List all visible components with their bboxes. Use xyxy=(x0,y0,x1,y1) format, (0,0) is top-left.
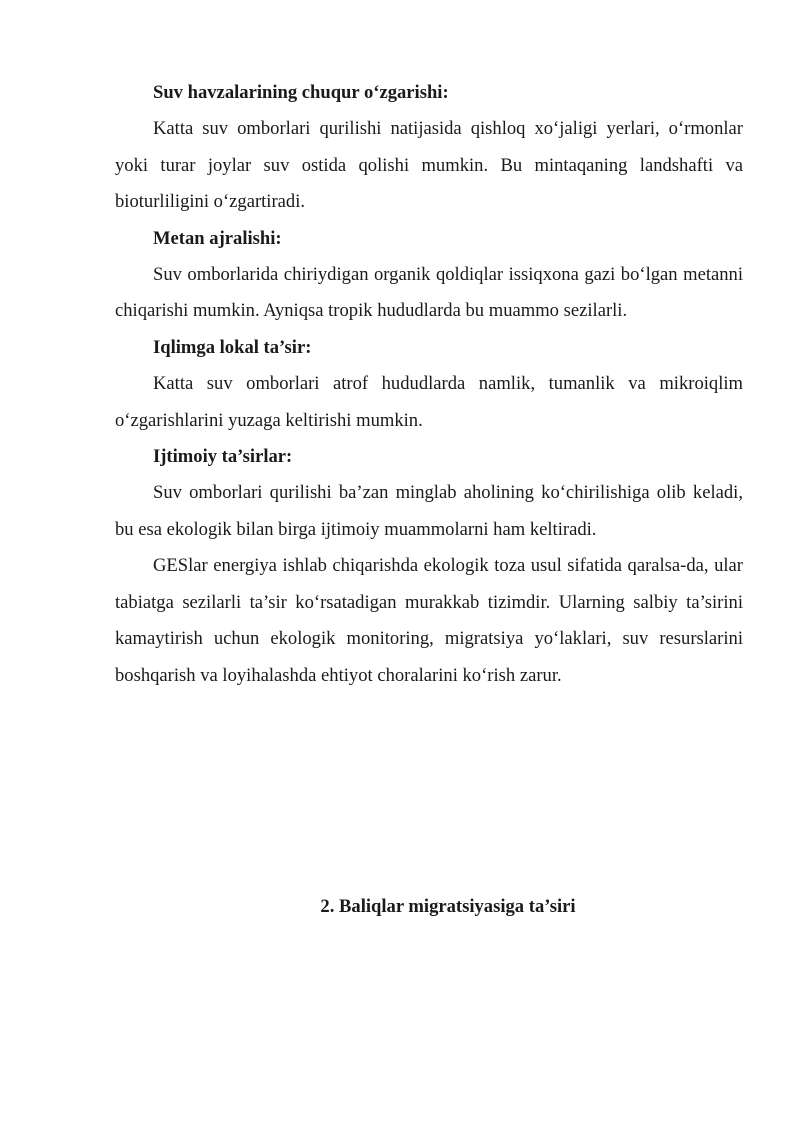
paragraph-conclusion: GESlar energiya ishlab chiqarishda ekologik toza usul sifatida qaralsa-da, ular tabiatga sezilarli ta’sir ko‘rsatadigan murakkab tizimdir. Ularning salbiy ta’sirini kamaytirish uchun ekologik monitoring, migratsiya yo‘laklari, suv resurslarini boshqarish va loyihalashda ehtiyot choralarini ko‘rish zarur. xyxy=(115,555,743,686)
section-title: 2. Baliqlar migratsiyasiga ta’siri xyxy=(320,896,576,917)
document-body xyxy=(115,75,743,694)
paragraph-local-climate: Katta suv omborlari atrof hududlarda namlik, tumanlik va mikroiqlim o‘zgarishlarini yuzaga keltirishi mumkin. xyxy=(115,373,743,431)
paragraph-social-impacts: Suv omborlari qurilishi ba’zan minglab aholining ko‘chirilishiga olib keladi, bu esa ekologik bilan birga ijtimoiy muammolarni ham keltiradi. xyxy=(115,482,743,540)
paragraph-methane: Suv omborlarida chiriydigan organik qoldiqlar issiqxona gazi bo‘lgan metanni chiqarishi mumkin. Ayniqsa tropik hududlarda bu muammo sezilarli. xyxy=(115,264,743,322)
heading-local-climate: Iqlimga lokal ta’sir: xyxy=(153,336,312,358)
heading-social-impacts: Ijtimoiy ta’sirlar: xyxy=(153,446,293,468)
heading-methane: Metan ajralishi: xyxy=(153,227,282,249)
paragraph-deep-changes: Katta suv omborlari qurilishi natijasida qishloq xo‘jaligi yerlari, o‘rmonlar yoki turar joylar suv ostida qolishi mumkin. Bu mintaqaning landshafti va bioturliligini o‘zgartiradi. xyxy=(115,118,743,213)
heading-deep-changes: Suv havzalarining chuqur o‘zgarishi: xyxy=(153,82,449,103)
